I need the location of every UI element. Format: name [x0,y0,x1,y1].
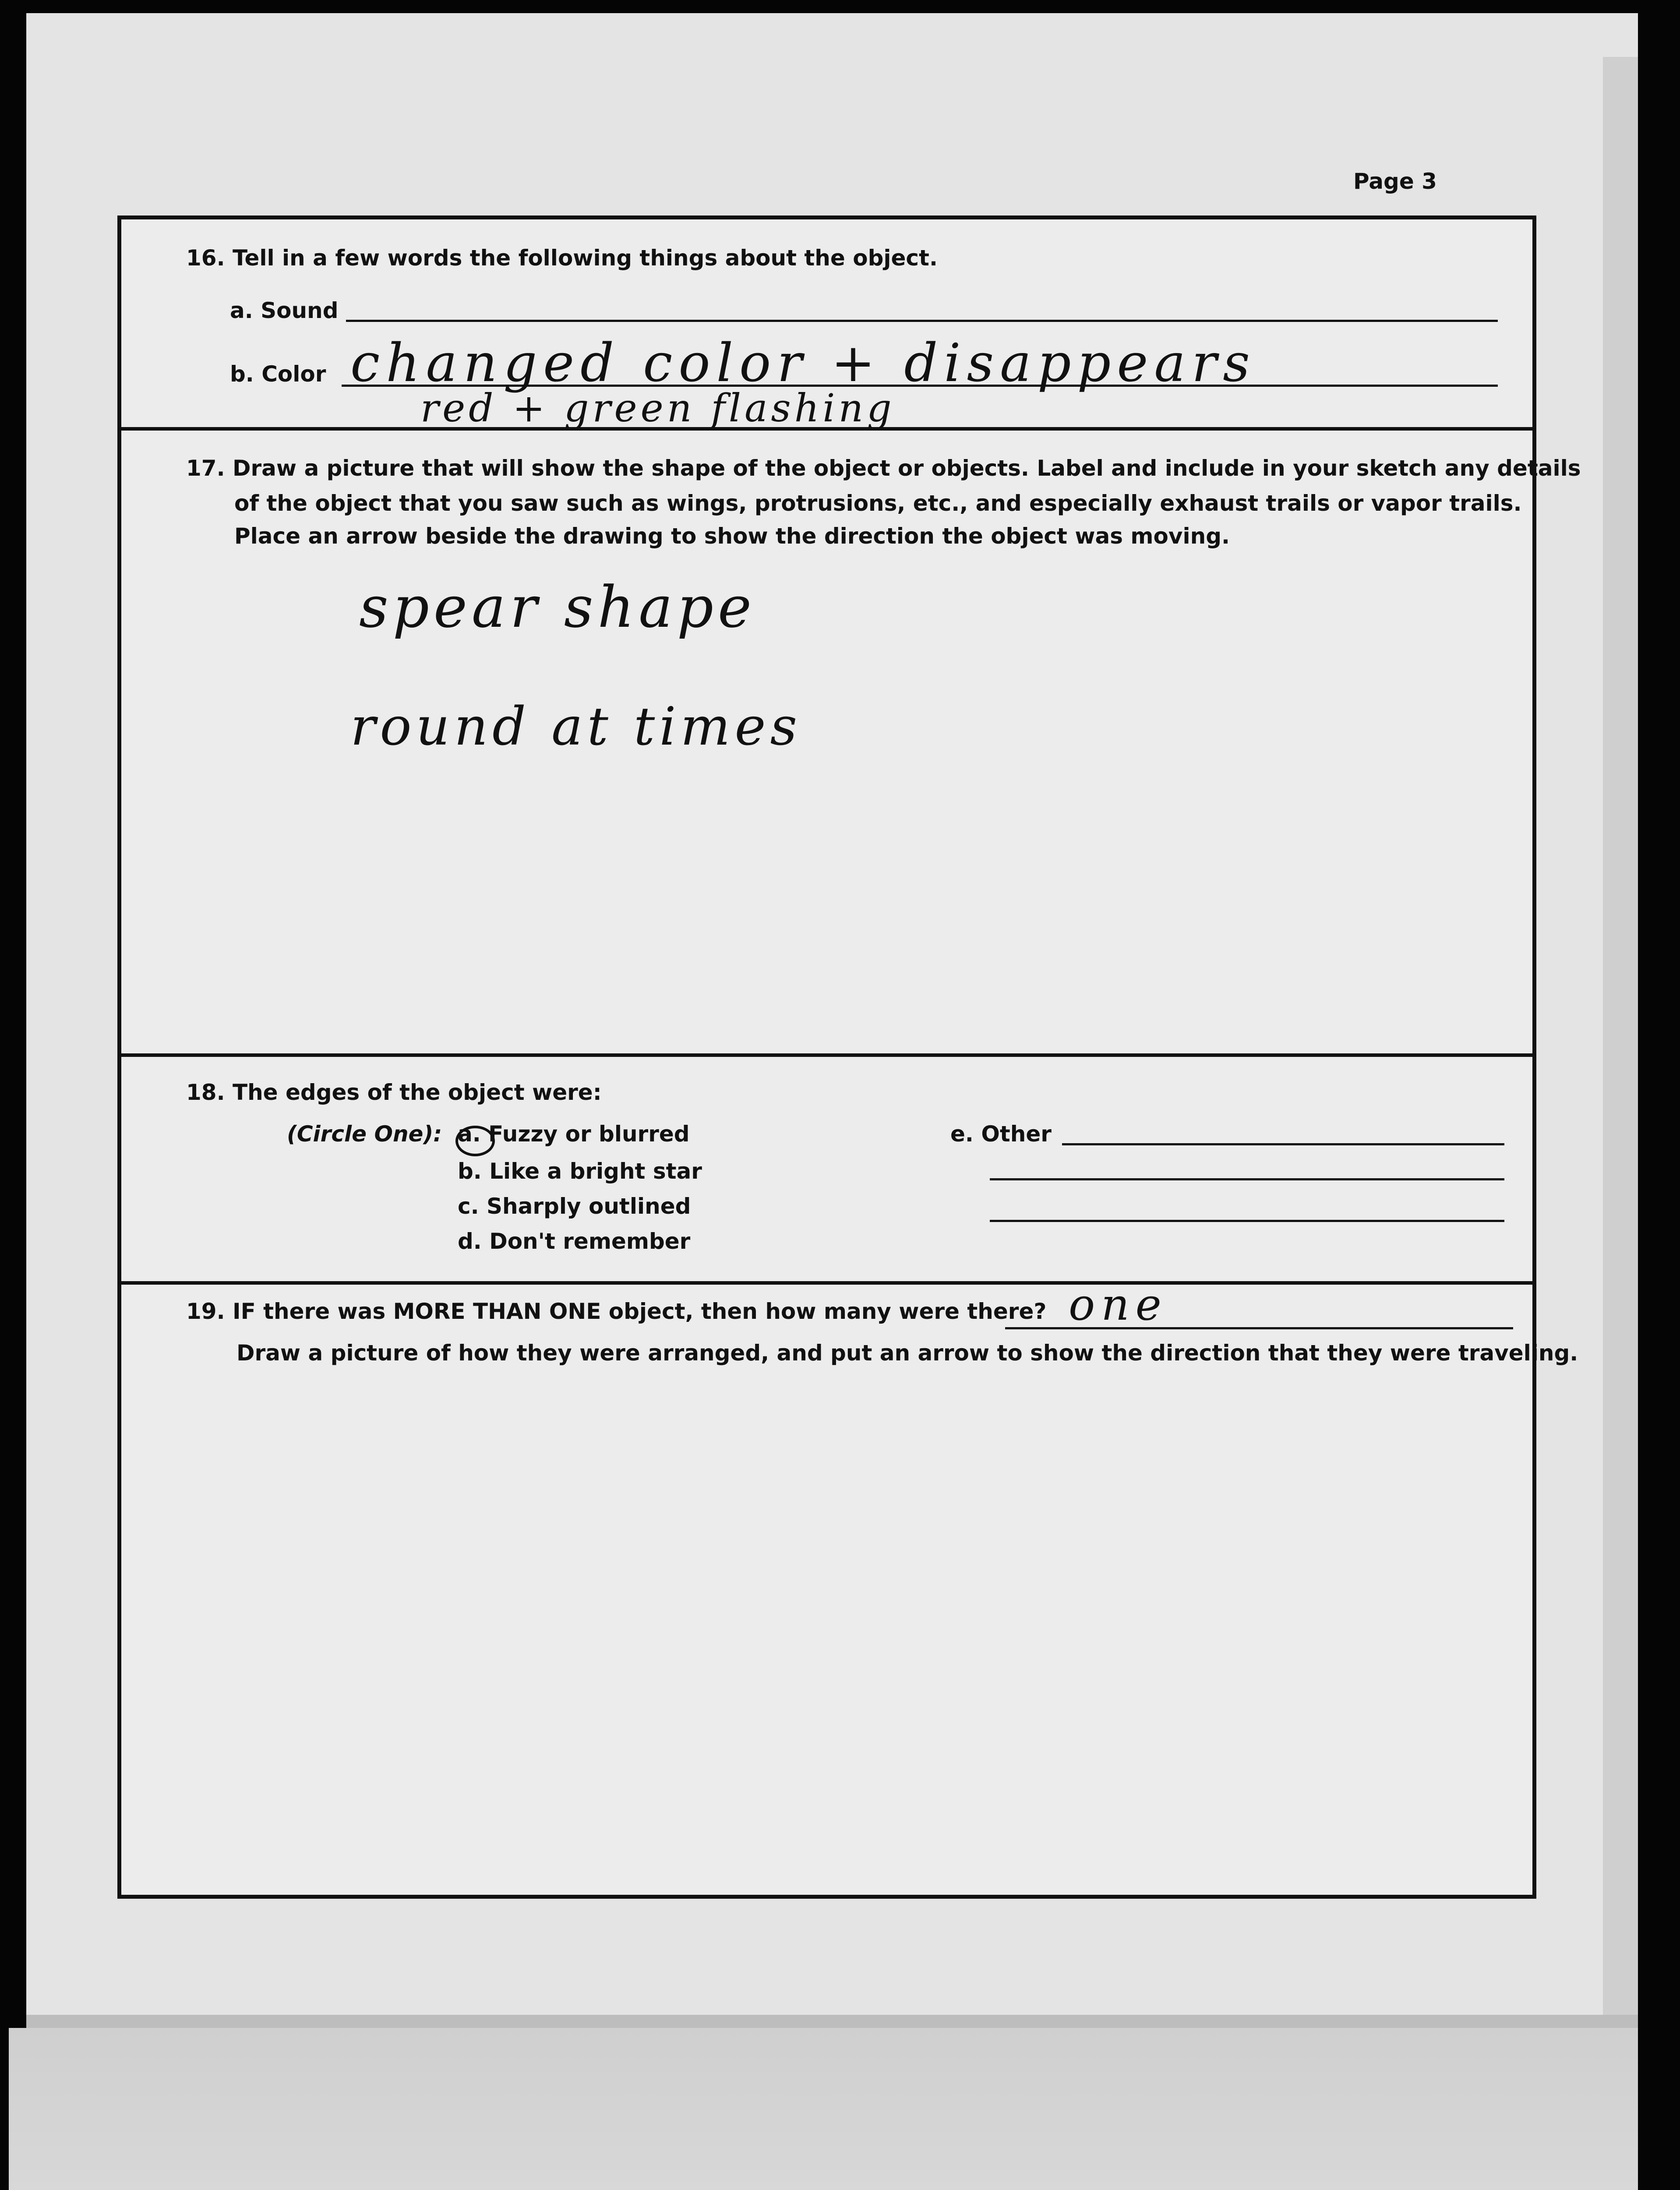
q18-other-line-2[interactable] [990,1178,1504,1180]
q18-other-line-3[interactable] [990,1220,1504,1222]
q18-other-label: e. Other [950,1121,1052,1147]
q18-option-b[interactable]: b. Like a bright star [458,1159,702,1184]
q16-color-label: b. Color [230,361,326,387]
q16-sound-label: a. Sound [230,298,339,323]
q16-title: 16. Tell in a few words the following things about the object. [186,245,938,271]
q19-line-2: Draw a picture of how they were arranged, and put an arrow to show the direction that they were traveling. [236,1340,1578,1366]
q19-line-1: 19. IF there was MORE THAN ONE object, then how many were there? [186,1299,1047,1324]
q18-option-a[interactable]: a. Fuzzy or blurred [458,1121,690,1147]
q17-answer-1: spear shape [359,574,756,640]
q18-other-line-1[interactable] [1062,1143,1504,1145]
scan-background [9,2028,1673,2190]
q17-line-2: of the object that you saw such as wings, protrusions, etc., and especially exhaust trails or vapor trails. [234,491,1522,516]
q17-answer-2: round at times [350,696,802,757]
q17-line-3: Place an arrow beside the drawing to show the direction the object was moving. [234,523,1230,549]
section-divider-18-19 [117,1281,1536,1285]
q18-instruction: (Circle One): [287,1121,442,1147]
q16-color-answer-2: red + green flashing [420,385,895,431]
q17-line-1: 17. Draw a picture that will show the shape of the object or objects. Label and include in your sketch any details [186,456,1581,481]
paper-bottom-edge [26,2015,1647,2028]
section-divider-17-18 [117,1053,1536,1057]
q16-sound-line[interactable] [346,320,1498,322]
q18-title: 18. The edges of the object were: [186,1080,602,1105]
scan-border-right [1638,0,1680,2190]
q19-answer: one [1069,1279,1168,1330]
q16-color-answer-1: changed color + disappears [350,333,1256,394]
q18-option-c[interactable]: c. Sharply outlined [458,1194,691,1219]
page-number: Page 3 [1353,169,1437,194]
q18-option-d[interactable]: d. Don't remember [458,1229,691,1254]
